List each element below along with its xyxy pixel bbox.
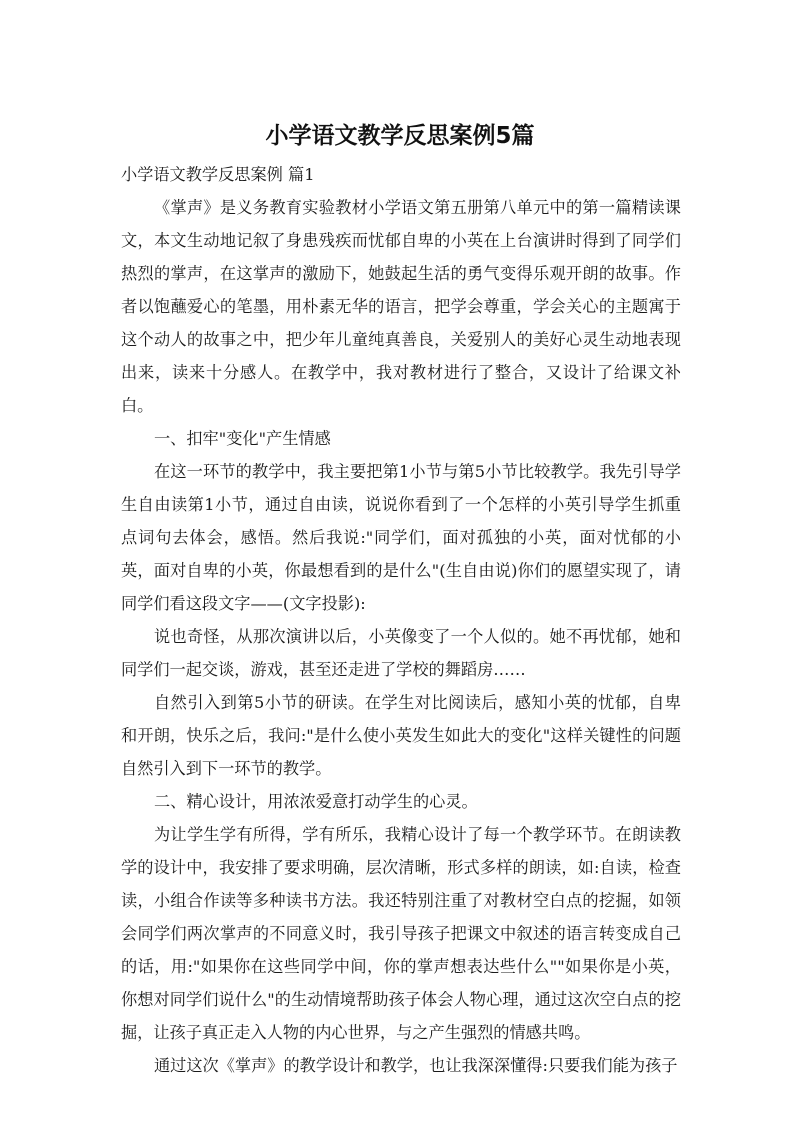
document-body <box>121 158 681 1082</box>
section-heading-1: 一、扣牢"变化"产生情感 <box>154 429 331 448</box>
paragraph-section-2: 为让学生学有所得，学有所乐，我精心设计了每一个教学环节。在朗读教学的设计中，我安排了要求明确，层次清晰，形式多样的朗读，如:自读，检查读，小组合作读等多种读书方法。我还特别注重了对教材空白点的挖掘，如领会同学们两次掌声的不同意义时，我引导孩子把课文中叙述的语言转变成自己的话，用:"如果你在这些同学中间，你的掌声想表达些什么""如果你是小英，你想对同学们说什么"的生动情境帮助孩子体会人物心理，通过这次空白点的挖掘，让孩子真正走入人物的内心世界，与之产生强烈的情感共鸣。 <box>121 825 681 1042</box>
document-title: 小学语文教学反思案例5篇 <box>265 123 535 149</box>
paragraph-section-1-a: 在这一环节的教学中，我主要把第1小节与第5小节比较教学。我先引导学生自由读第1小节，通过自由读，说说你看到了一个怎样的小英引导学生抓重点词句去体会，感悟。然后我说:"同学们，面对孤独的小英，面对忧郁的小英，面对自卑的小英，你最想看到的是什么"(生自由说)你们的愿望实现了，请同学们看这段文字——(文字投影): <box>121 462 681 613</box>
paragraph-section-1-b: 自然引入到第5小节的研读。在学生对比阅读后，感知小英的忧郁，自卑和开朗，快乐之后，我问:"是什么使小英发生如此大的变化"这样关键性的问题自然引入到下一环节的教学。 <box>121 693 681 778</box>
section-subtitle: 小学语文教学反思案例 篇1 <box>121 165 315 184</box>
paragraph-conclusion: 通过这次《掌声》的教学设计和教学，也让我深深懂得:只要我们能为孩子 <box>154 1056 678 1075</box>
section-heading-2: 二、精心设计，用浓浓爱意打动学生的心灵。 <box>154 792 478 811</box>
paragraph-intro: 《掌声》是义务教育实验教材小学语文第五册第八单元中的第一篇精读课文，本文生动地记叙了身患残疾而忧郁自卑的小英在上台演讲时得到了同学们热烈的掌声，在这掌声的激励下，她鼓起生活的勇气变得乐观开朗的故事。作者以饱蘸爱心的笔墨，用朴素无华的语言，把学会尊重，学会关心的主题寓于这个动人的故事之中，把少年儿童纯真善良，关爱别人的美好心灵生动地表现出来，读来十分感人。在教学中，我对教材进行了整合，又设计了给课文补白。 <box>121 198 681 415</box>
paragraph-quote: 说也奇怪，从那次演讲以后，小英像变了一个人似的。她不再忧郁，她和同学们一起交谈，游戏，甚至还走进了学校的舞蹈房…… <box>121 627 681 679</box>
